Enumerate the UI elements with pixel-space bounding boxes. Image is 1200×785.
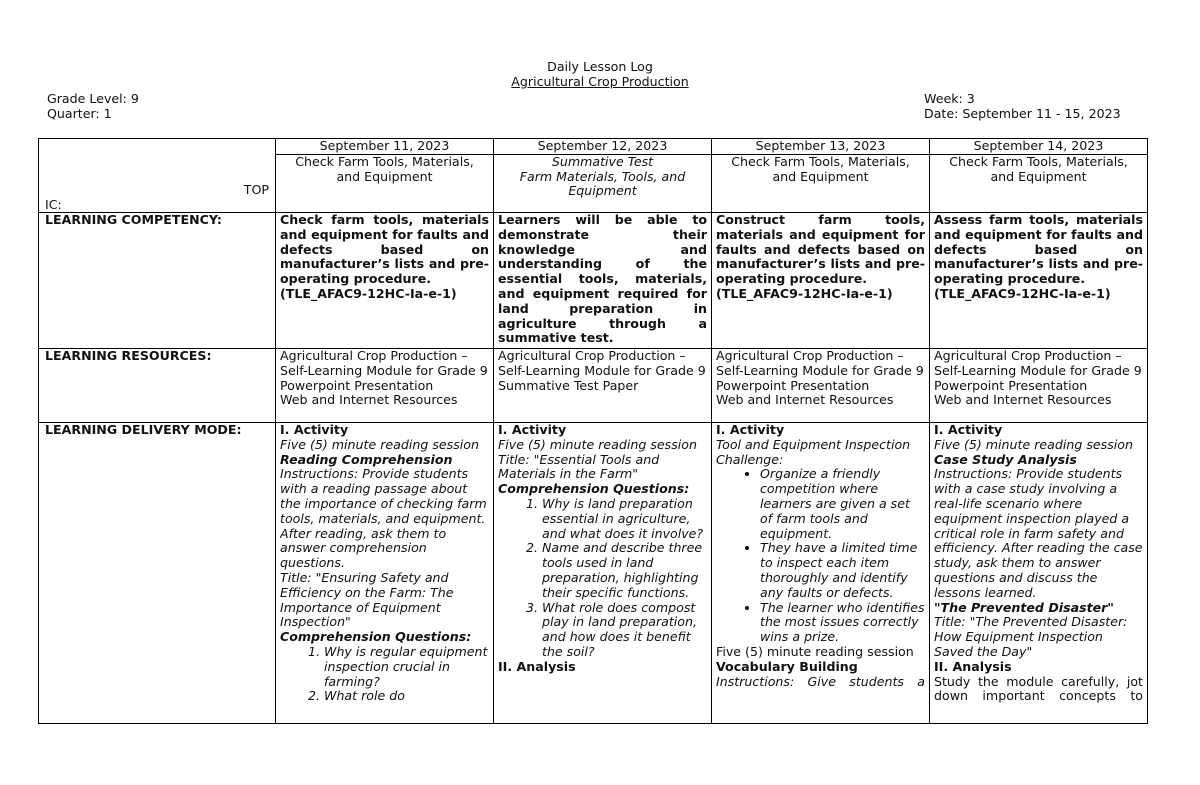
analysis-heading: II. Analysis [934,658,1012,674]
d2-question-list [498,497,707,660]
d3-bullet-1: • Organize a friendly competition where learners are given a set of farm tools and equipment. [760,467,925,541]
competency-cell-2 [494,212,712,348]
reading-session: Five (5) minute reading session [934,436,1133,452]
d3-vocab-instructions: Instructions: Give students a [716,673,925,689]
d3-bullet-list [716,467,925,645]
delivery-cell-2 [494,422,712,723]
topic-cell-1: Check Farm Tools, Materials, and Equipment [276,154,494,212]
resource-module: Agricultural Crop Production – Self-Learning Module for Grade 9 [716,348,924,378]
activity-heading: I. Activity [498,422,567,437]
topic-cell-2 [494,154,712,212]
resource-module: Agricultural Crop Production – Self-Learning Module for Grade 9 [280,348,488,378]
d4-case-title: Title: "The Prevented Disaster: How Equipment Inspection Saved the Day" [934,614,1128,659]
competency-cell-3 [712,212,930,348]
d2-question-3: 3. What role does compost play in land preparation, and how does it benefit the soil? [542,601,707,660]
competency-4-text: Assess farm tools, materials and equipment for faults and defects based on manufacturer’s lists and pre-operating procedure. [934,212,1143,287]
resources-row [39,348,1148,422]
activity-heading: I. Activity [280,422,349,437]
activity-heading: I. Activity [716,422,785,437]
competency-label: LEARNING COMPETENCY: [39,212,276,348]
competency-1-text: Check farm tools, materials and equipment for faults and defects based on manufacturer’s lists and pre-operating procedure. [280,212,489,287]
resources-cell-3 [712,348,930,422]
delivery-cell-3 [712,422,930,723]
lesson-log-table [38,138,1148,724]
grade-level: Grade Level: 9 [47,91,139,106]
reading-session: Five (5) minute reading session [498,436,697,452]
date-header-2: September 12, 2023 [494,139,712,155]
competency-2-text: Learners will be able to demonstrate their knowledge and understanding of the essential tools, materials, and equipment required for land preparation in agriculture through a summative test. [498,212,707,346]
d2-question-1: 1. Why is land preparation essential in agriculture, and what does it involve? [542,497,707,541]
resource-ppt: Powerpoint Presentation [716,377,870,393]
d1-questions-label: Comprehension Questions: [280,629,472,645]
document-subtitle: Agricultural Crop Production [511,74,689,89]
date-header-1: September 11, 2023 [276,139,494,155]
delivery-row [39,422,1148,723]
d2-question-2: 2. Name and describe three tools used in land preparation, highlighting their specific functions. [542,541,707,600]
resource-ppt: Powerpoint Presentation [934,377,1088,393]
date-header-3: September 13, 2023 [712,139,930,155]
reading-session: Five (5) minute reading session [280,436,479,452]
activity-heading: I. Activity [934,422,1003,437]
d1-instructions: Instructions: Provide students with a reading passage about the importance of checking farm tools, materials, and equipment. After reading, ask them to answer comprehension questions. [280,466,487,571]
resource-web: Web and Internet Resources [934,392,1112,408]
resource-module: Agricultural Crop Production – Self-Learning Module for Grade 9 [498,348,706,378]
resources-cell-4 [930,348,1148,422]
d3-reading-session: Five (5) minute reading session [716,643,914,659]
d1-question-1: 1. Why is regular equipment inspection crucial in farming? [324,645,489,689]
topic-2-title: Farm Materials, Tools, and Equipment [519,168,686,199]
delivery-cell-1 [276,422,494,723]
date-row [39,139,1148,155]
resource-ppt: Powerpoint Presentation [280,377,434,393]
resource-web: Web and Internet Resources [716,392,894,408]
date-range: Date: September 11 - 15, 2023 [924,106,1121,121]
analysis-heading: II. Analysis [498,658,576,674]
resource-web: Web and Internet Resources [280,392,458,408]
competency-cell-4 [930,212,1148,348]
competency-3-text: Construct farm tools, materials and equipment for faults and defects based on manufacturer’s lists and pre-operating procedure. [716,212,925,287]
topic-cell-4: Check Farm Tools, Materials, and Equipment [930,154,1148,212]
d3-intro: Tool and Equipment Inspection Challenge: [716,436,911,467]
topic-label-top: TOP [243,182,269,197]
d2-questions-label: Comprehension Questions: [498,481,690,497]
topic-2-subtitle: Summative Test [551,154,654,169]
d4-case-name: "The Prevented Disaster" [934,599,1114,615]
delivery-cell-4 [930,422,1148,723]
quarter: Quarter: 1 [47,106,112,121]
d1-question-2: 2. What role do [324,689,489,704]
resources-label: LEARNING RESOURCES: [39,348,276,422]
resources-cell-1 [276,348,494,422]
date-header-4: September 14, 2023 [930,139,1148,155]
d3-vocab-heading: Vocabulary Building [716,658,858,674]
d1-question-list [280,645,489,704]
week: Week: 3 [924,91,975,106]
d3-bullet-3: • The learner who identifies the most issues correctly wins a prize. [760,601,925,645]
delivery-label: LEARNING DELIVERY MODE: [39,422,276,723]
d4-analysis-text: Study the module carefully, jot down important concepts to [934,673,1143,704]
topic-cell-3: Check Farm Tools, Materials, and Equipment [712,154,930,212]
d1-title: Title: "Ensuring Safety and Efficiency on the Farm: The Importance of Equipment Inspection" [280,569,454,630]
competency-3-code: (TLE_AFAC9-12HC-Ia-e-1) [716,285,893,301]
document-title: Daily Lesson Log [547,59,653,74]
d2-title: Title: "Essential Tools and Materials in the Farm" [498,451,660,482]
resources-cell-2 [494,348,712,422]
topic-label-cell [39,139,276,213]
competency-cell-1 [276,212,494,348]
resource-module: Agricultural Crop Production – Self-Learning Module for Grade 9 [934,348,1142,378]
d4-instructions: Instructions: Provide students with a case study involving a real-life scenario where equipment inspection played a critical role in farm safety and efficiency. After reading the case study, ask them to answer questions and discuss the lessons learned. [934,466,1143,600]
competency-row [39,212,1148,348]
d3-bullet-2: • They have a limited time to inspect each item thoroughly and identify any faults or defects. [760,541,925,600]
reading-comprehension-heading: Reading Comprehension [280,451,453,467]
competency-1-code: (TLE_AFAC9-12HC-Ia-e-1) [280,285,457,301]
resource-test: Summative Test Paper [498,377,639,393]
topic-label-bottom: IC: [45,197,62,212]
case-study-heading: Case Study Analysis [934,451,1077,467]
competency-4-code: (TLE_AFAC9-12HC-Ia-e-1) [934,285,1111,301]
